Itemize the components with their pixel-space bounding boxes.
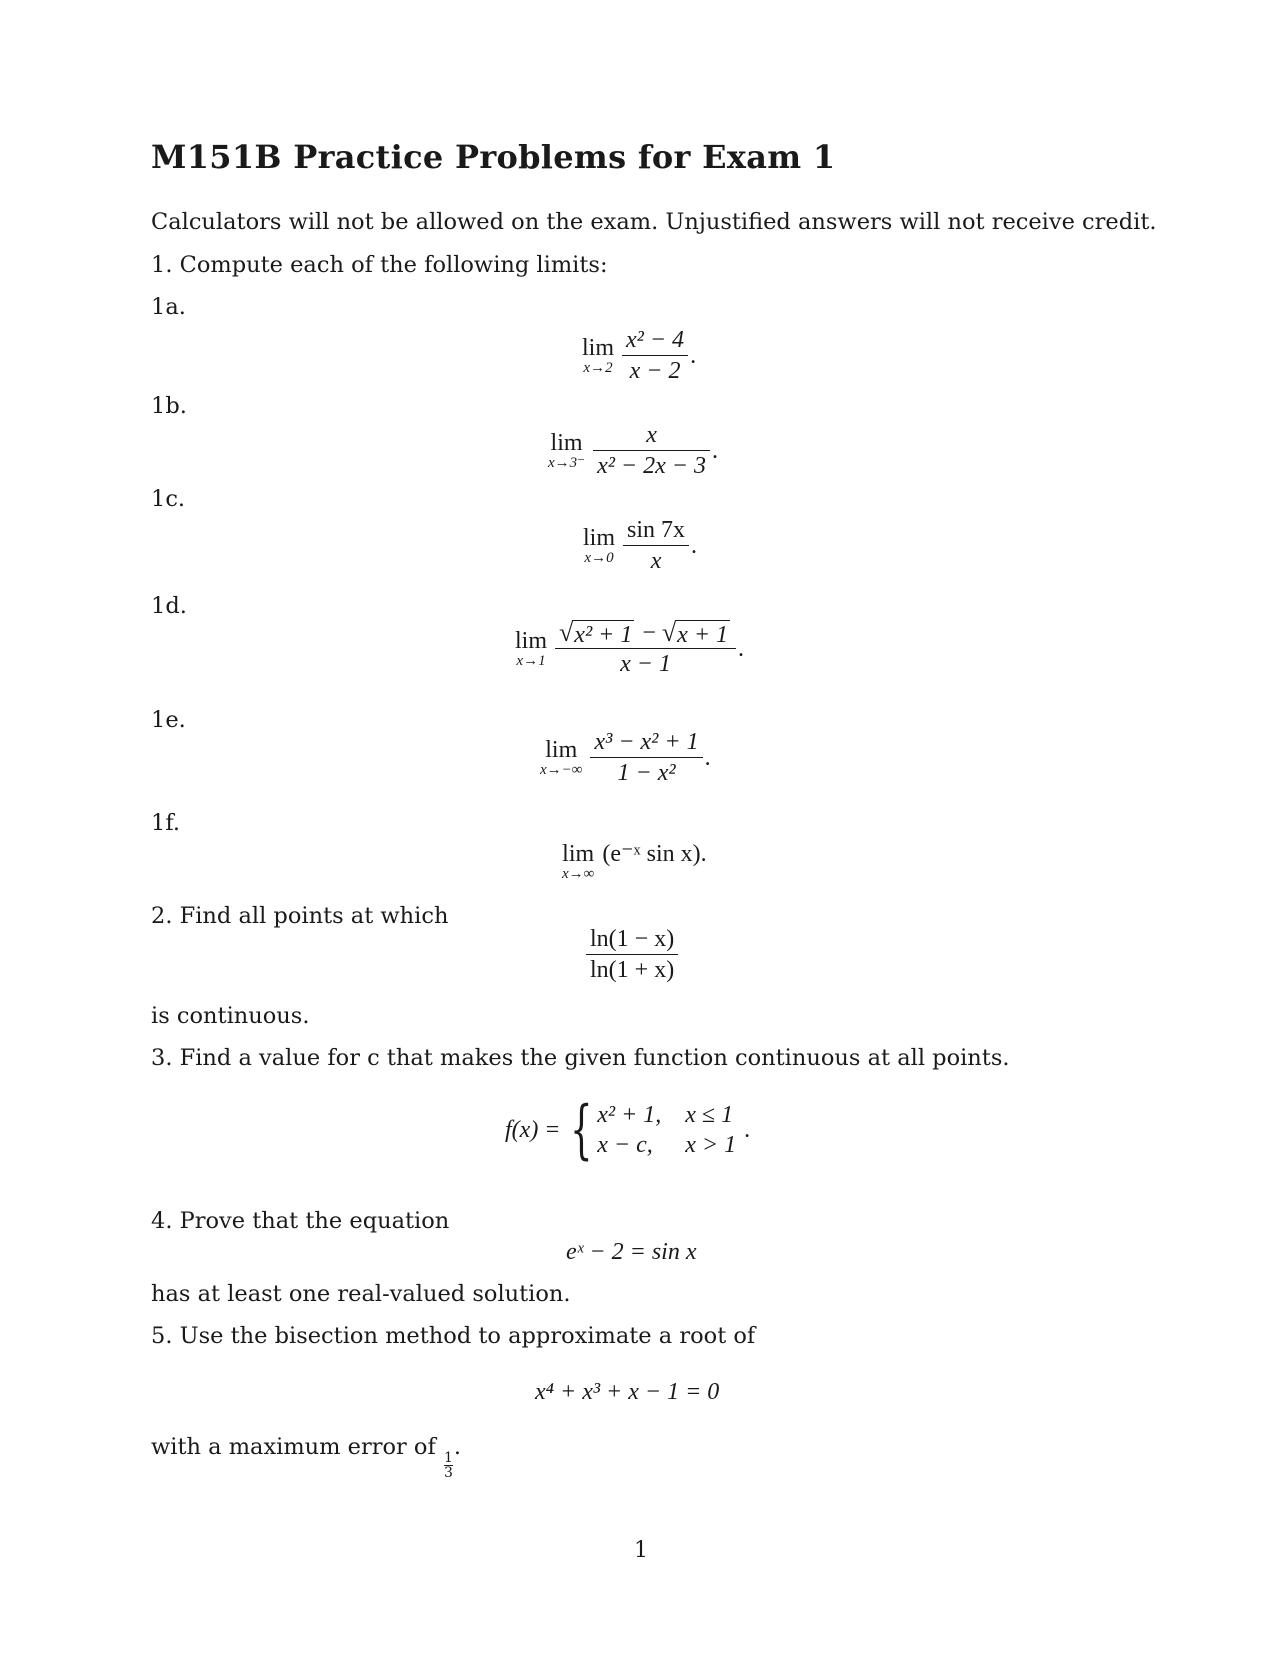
square-root	[661, 617, 730, 648]
limit-subscript: x→∞	[562, 866, 595, 882]
problem-1d-expression	[515, 618, 744, 679]
limit-subscript: x→0	[584, 549, 614, 566]
problem-2-prompt: 2. Find all points at which	[151, 903, 449, 929]
denominator: x	[650, 548, 662, 574]
fraction	[586, 924, 678, 985]
problem-1f-label: 1f.	[151, 810, 180, 836]
limit-operator: lim x→∞	[562, 841, 595, 882]
problem-1-prompt: 1. Compute each of the following limits:	[151, 252, 608, 278]
radicand: x + 1	[677, 621, 729, 648]
limit-operator: lim x→−∞	[540, 736, 583, 778]
limit-subscript: x→2	[583, 359, 613, 376]
numerator: x³ − x² + 1	[594, 729, 699, 755]
problem-4-equation: eˣ − 2 = sin x	[566, 1239, 697, 1265]
denominator: x − 1	[620, 651, 671, 677]
numerator: x	[646, 422, 657, 448]
square-root	[559, 617, 634, 648]
radicand: x² + 1	[574, 621, 633, 648]
problem-5-prompt: 5. Use the bisection method to approximate a root of	[151, 1323, 756, 1349]
period: .	[704, 744, 711, 771]
limit-body: (e⁻ˣ sin x).	[602, 841, 707, 867]
fraction	[623, 515, 689, 576]
fraction	[590, 727, 702, 788]
limit-operator: lim x→0	[583, 524, 616, 566]
problem-1c-expression	[583, 515, 697, 576]
denominator: ln(1 + x)	[590, 957, 675, 983]
problem-1e-label: 1e.	[151, 707, 186, 733]
period: .	[453, 1434, 462, 1460]
numerator	[555, 618, 736, 648]
function-lhs: f(x) =	[505, 1117, 561, 1143]
numerator: x² − 4	[626, 327, 685, 353]
problem-1b-expression	[548, 420, 718, 481]
numerator: sin 7x	[627, 517, 686, 543]
period: .	[711, 437, 718, 464]
radical-sign: √	[661, 617, 677, 647]
denominator: x − 2	[629, 358, 681, 384]
page-title: M151B Practice Problems for Exam 1	[151, 138, 836, 176]
fraction	[555, 618, 736, 679]
fraction	[622, 325, 688, 386]
problem-1f-expression	[562, 842, 707, 882]
denominator: x² − 2x − 3	[597, 453, 706, 479]
left-brace: {	[569, 1093, 593, 1167]
problem-1b-label: 1b.	[151, 393, 187, 419]
problem-2-expression	[586, 924, 678, 985]
cases	[567, 1093, 737, 1167]
problem-1c-label: 1c.	[151, 486, 186, 512]
problem-3-piecewise-function	[505, 1093, 751, 1167]
case-table	[597, 1103, 736, 1157]
case-2-expression: x − c,	[597, 1132, 653, 1158]
small-fraction-numerator: 1	[443, 1450, 453, 1466]
minus-sign: −	[642, 620, 656, 646]
period: .	[738, 635, 745, 662]
limit-operator: lim x→2	[582, 334, 615, 376]
period: .	[690, 342, 697, 369]
intro-text: Calculators will not be allowed on the exam. Unjustified answers will not receive credit.	[151, 209, 1157, 235]
small-fraction	[444, 1451, 453, 1480]
problem-1a-expression	[582, 325, 696, 386]
numerator: ln(1 − x)	[590, 926, 675, 952]
problem-5-equation: x⁴ + x³ + x − 1 = 0	[535, 1379, 720, 1405]
limit-operator: lim x→3⁻	[548, 429, 586, 471]
limit-subscript: x→3⁻	[548, 454, 586, 471]
problem-1d-label: 1d.	[151, 593, 187, 619]
period: .	[744, 1117, 751, 1143]
case-1-condition: x ≤ 1	[685, 1102, 734, 1128]
problem-4-continuation: has at least one real-valued solution.	[151, 1281, 571, 1307]
problem-4-prompt: 4. Prove that the equation	[151, 1208, 450, 1234]
problem-3-prompt: 3. Find a value for c that makes the given function continuous at all points.	[151, 1045, 1010, 1071]
limit-operator: lim x→1	[515, 627, 548, 669]
period: .	[691, 532, 698, 559]
limit-subscript: x→−∞	[540, 761, 583, 778]
fraction	[593, 420, 710, 481]
problem-1e-expression	[540, 727, 711, 788]
case-2-condition: x > 1	[685, 1132, 737, 1158]
page-number: 1	[634, 1538, 648, 1563]
limit-subscript: x→1	[516, 652, 546, 669]
radical-sign: √	[559, 617, 574, 647]
case-1-expression: x² + 1,	[597, 1102, 662, 1128]
problem-2-continuation: is continuous.	[151, 1003, 310, 1029]
problem-5-continuation	[151, 1433, 461, 1480]
denominator: 1 − x²	[617, 760, 676, 786]
max-error-text: with a maximum error of	[151, 1434, 436, 1460]
problem-1a-label: 1a.	[151, 294, 186, 320]
small-fraction-denominator: 3	[443, 1465, 453, 1481]
